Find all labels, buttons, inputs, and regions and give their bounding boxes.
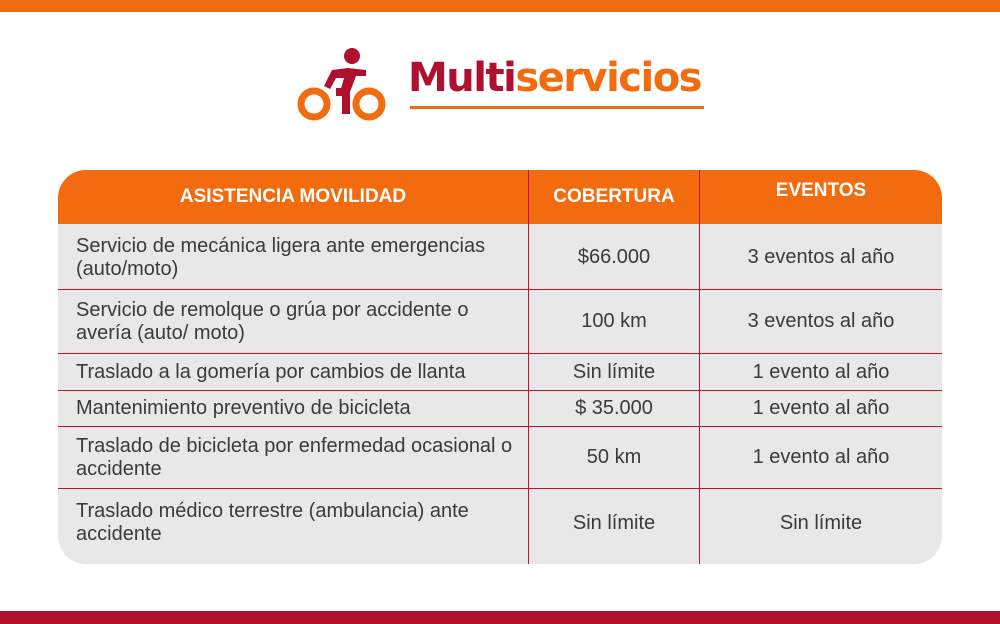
column-header-cobertura: COBERTURA [553, 186, 675, 207]
events-cell: 1 evento al año [752, 446, 890, 468]
coverage-cell: $66.000 [577, 246, 651, 268]
table-row [58, 226, 942, 290]
column-header-asistencia: ASISTENCIA MOVILIDAD [179, 186, 407, 207]
table-row [58, 391, 942, 427]
bicycle-rider-icon [296, 46, 388, 124]
service-cell: Servicio de mecánica ligera ante emergencias (auto/moto) [76, 234, 486, 280]
title-part-servicios: servicios [515, 55, 701, 101]
table-row [58, 354, 942, 391]
table-row [58, 290, 942, 354]
service-cell: Traslado a la gomería por cambios de llanta [76, 360, 466, 383]
column-divider [528, 170, 529, 564]
coverage-cell: Sin límite [572, 360, 656, 383]
events-cell: Sin límite [779, 511, 863, 534]
title-underline [410, 106, 704, 109]
title-part-multi: Multi [408, 55, 516, 101]
coverage-table [58, 170, 942, 564]
bottom-accent-bar [0, 611, 1000, 624]
coverage-cell: 50 km [586, 446, 642, 468]
service-cell: Traslado de bicicleta por enfermedad ocasional o accidente [76, 434, 513, 480]
service-cell: Servicio de remolque o grúa por accidente o avería (auto/ moto) [76, 298, 469, 344]
events-cell: 1 evento al año [752, 397, 890, 419]
events-cell: 3 eventos al año [747, 310, 895, 332]
coverage-cell: $ 35.000 [575, 397, 653, 419]
service-cell: Mantenimiento preventivo de bicicleta [76, 397, 411, 419]
service-cell: Traslado médico terrestre (ambulancia) ante accidente [76, 500, 469, 545]
coverage-cell: Sin límite [572, 511, 656, 534]
events-cell: 3 eventos al año [747, 246, 895, 268]
table-row [58, 489, 942, 557]
table-row [58, 427, 942, 489]
events-cell: 1 evento al año [752, 360, 890, 383]
coverage-cell: 100 km [581, 310, 647, 332]
top-accent-bar [0, 0, 1000, 12]
table-header [58, 170, 942, 224]
column-divider [699, 170, 700, 564]
column-header-eventos: EVENTOS [775, 180, 867, 201]
page-title [408, 54, 701, 102]
page-header [296, 46, 716, 126]
